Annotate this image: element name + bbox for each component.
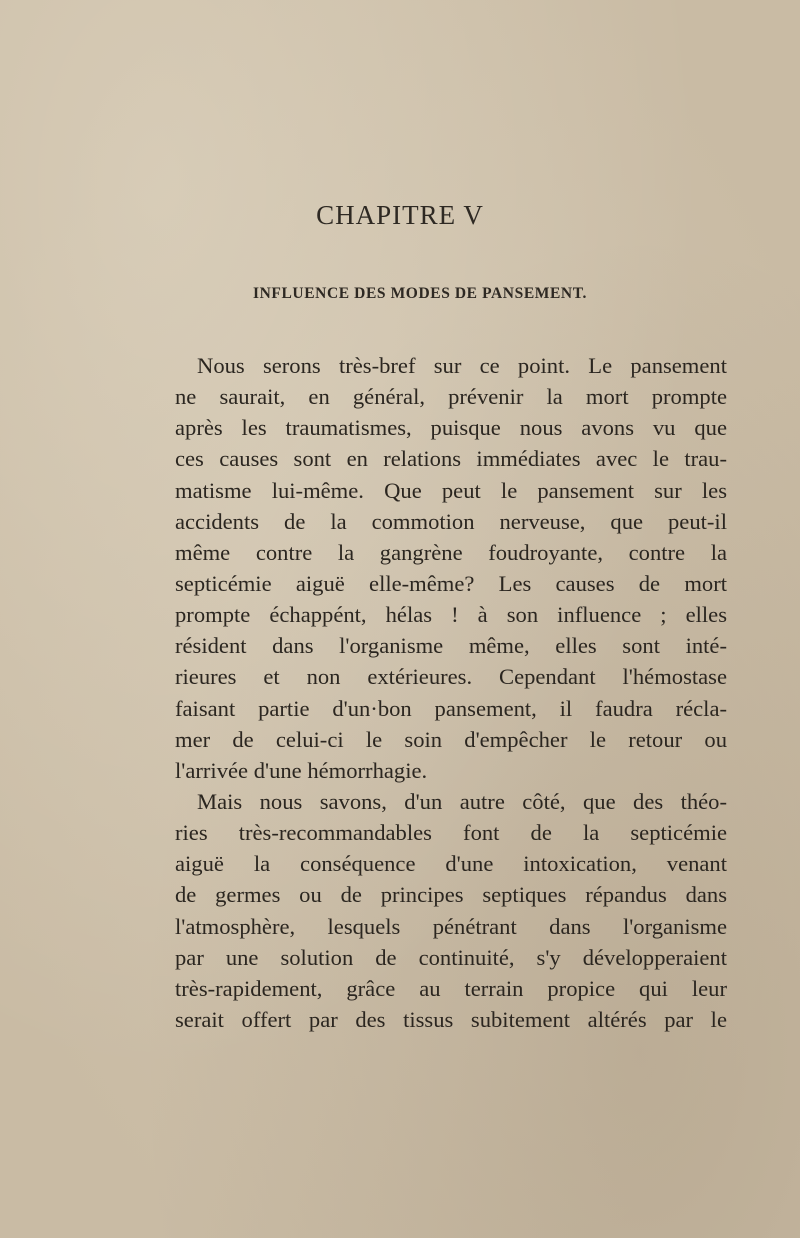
- section-title: INFLUENCE DES MODES DE PANSEMENT.: [252, 285, 587, 302]
- text-line: aiguë la conséquence d'une intoxication, venant: [175, 851, 727, 877]
- text-line: de germes ou de principes septiques répandus dans: [175, 882, 727, 908]
- text-line: septicémie aiguë elle-même? Les causes de mort: [175, 570, 727, 596]
- text-line: après les traumatismes, puisque nous avons vu que: [175, 415, 727, 441]
- text-line: l'arrivée d'une hémorrhagie.: [175, 757, 428, 783]
- text-line: par une solution de continuité, s'y développeraient: [175, 944, 727, 970]
- text-line: matisme lui-même. Que peut le pansement sur les: [175, 477, 727, 503]
- text-line: résident dans l'organisme même, elles sont inté-: [175, 633, 727, 659]
- text-line: Mais nous savons, d'un autre côté, que des théo-: [197, 788, 727, 814]
- text-line: même contre la gangrène foudroyante, contre la: [175, 539, 727, 565]
- text-line: serait offert par des tissus subitement altérés par le: [175, 1006, 727, 1032]
- text-line: l'atmosphère, lesquels pénétrant dans l'organisme: [175, 913, 727, 939]
- body-text: [175, 350, 727, 1035]
- text-line: Nous serons très-bref sur ce point. Le pansement: [197, 353, 727, 378]
- text-line: très-rapidement, grâce au terrain propice qui leur: [175, 975, 727, 1001]
- chapter-title: CHAPITRE V: [316, 200, 484, 230]
- text-line: mer de celui-ci le soin d'empêcher le retour ou: [175, 726, 727, 752]
- text-line: prompte échappént, hélas ! à son influence ; elles: [175, 602, 727, 628]
- text-line: faisant partie d'un·bon pansement, il faudra récla-: [175, 695, 727, 721]
- text-line: accidents de la commotion nerveuse, que peut-il: [175, 508, 727, 534]
- text-line: rieures et non extérieures. Cependant l'hémostase: [175, 664, 727, 690]
- text-line: ne saurait, en général, prévenir la mort prompte: [175, 384, 727, 410]
- text-line: ries très-recommandables font de la septicémie: [175, 820, 727, 846]
- text-line: ces causes sont en relations immédiates avec le trau-: [175, 446, 727, 472]
